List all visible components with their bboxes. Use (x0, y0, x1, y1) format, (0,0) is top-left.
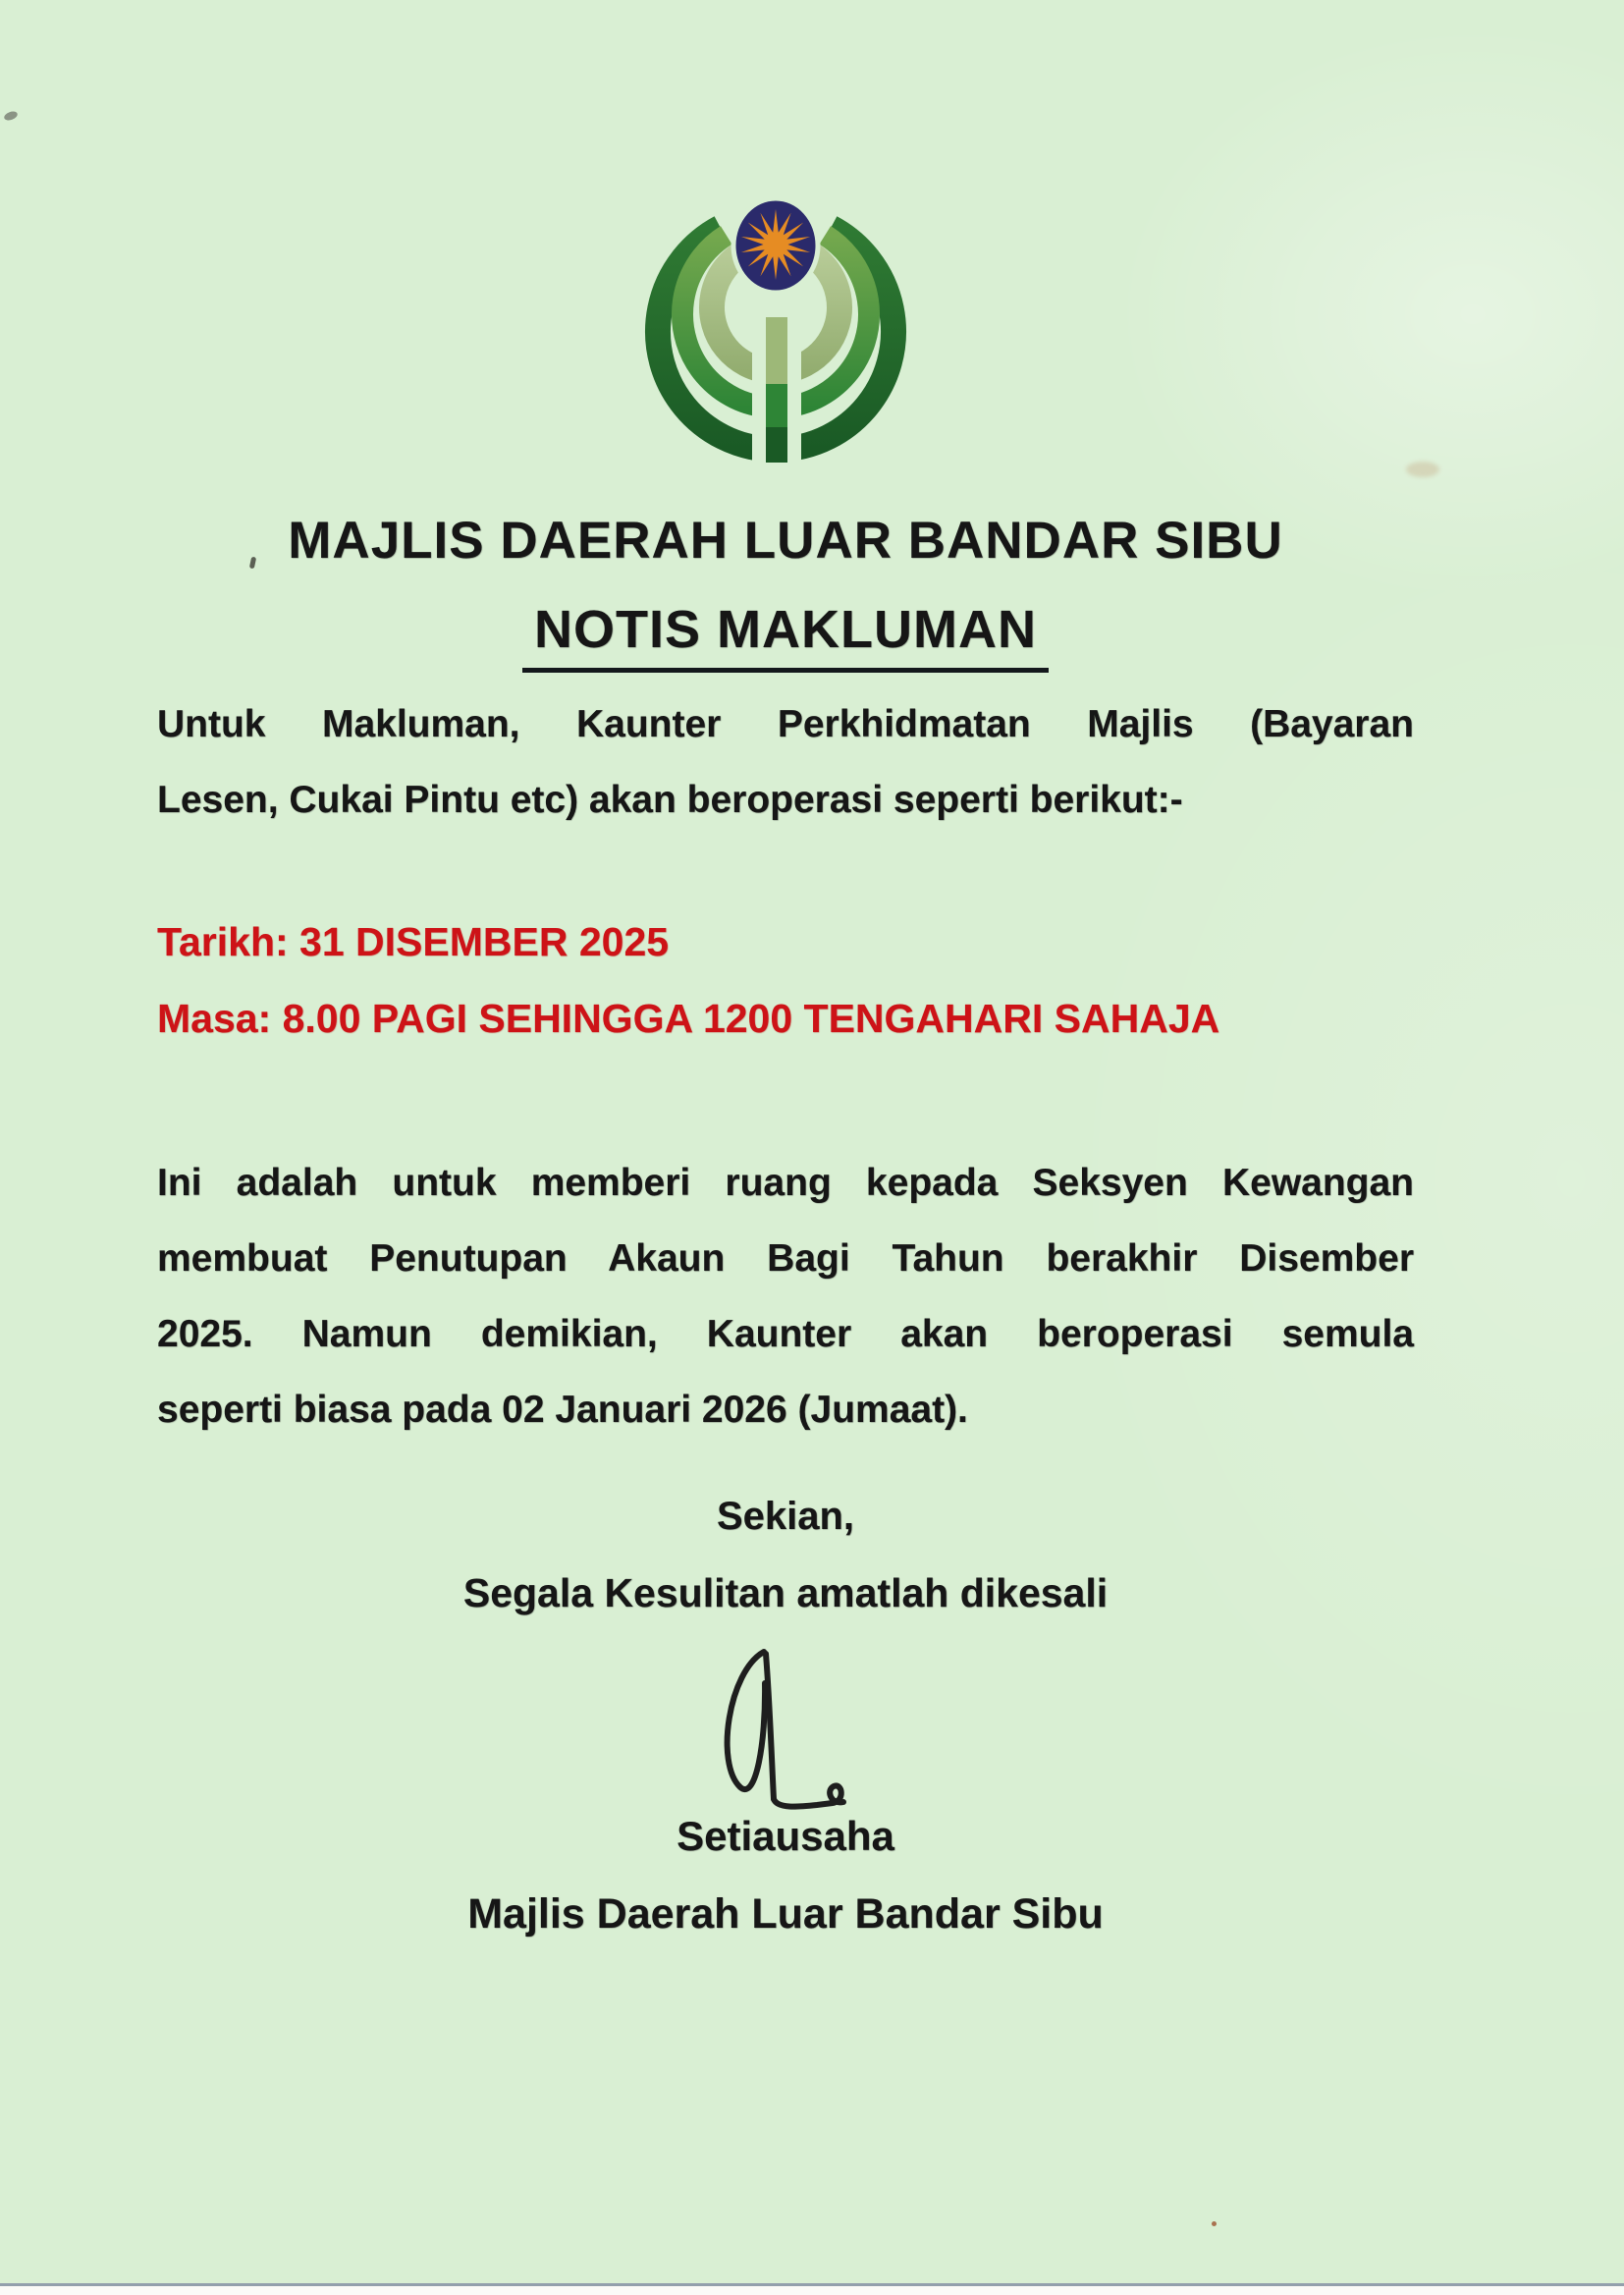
scan-speck (3, 110, 19, 122)
council-logo-icon (609, 191, 943, 486)
scan-edge-white (0, 2286, 1624, 2295)
notice-title-row (157, 599, 1414, 673)
signature-stem (766, 1654, 774, 1799)
crest-stem-middle (766, 384, 787, 427)
notice-title-heading: NOTIS MAKLUMAN (522, 599, 1049, 673)
body-line-1: Ini adalah untuk memberi ruang kepada Seksyen Kewangan (157, 1162, 1414, 1204)
crest-stem-top (766, 317, 787, 384)
crest-stem-bottom (766, 427, 787, 463)
closing-sekian: Sekian, (716, 1495, 855, 1538)
intro-paragraph (157, 686, 1414, 838)
signature-loop (728, 1652, 765, 1789)
scan-speck (1406, 462, 1439, 477)
body-line-4: seperti biasa pada 02 Januari 2026 (Jumaat). (157, 1389, 968, 1431)
closing-apology: Segala Kesulitan amatlah dikesali (462, 1570, 1109, 1615)
body-line-2: membuat Penutupan Akaun Bagi Tahun berakhir Disember (157, 1237, 1414, 1280)
intro-line-1: Untuk Makluman, Kaunter Perkhidmatan Majlis (Bayaran (157, 703, 1414, 745)
body-paragraph (157, 1145, 1414, 1448)
signer-org: Majlis Daerah Luar Bandar Sibu (467, 1890, 1104, 1938)
intro-line-2: Lesen, Cukai Pintu etc) akan beroperasi seperti berikut:- (157, 779, 1183, 821)
scan-speck (1212, 2221, 1217, 2226)
body-line-3: 2025. Namun demikian, Kaunter akan beroperasi semula (157, 1313, 1414, 1355)
time-line: Masa: 8.00 PAGI SEHINGGA 1200 TENGAHARI SAHAJA (157, 996, 1220, 1041)
date-line: Tarikh: 31 DISEMBER 2025 (157, 919, 670, 964)
org-name-heading: MAJLIS DAERAH LUAR BANDAR SIBU (288, 512, 1283, 570)
signer-title: Setiausaha (677, 1813, 894, 1859)
